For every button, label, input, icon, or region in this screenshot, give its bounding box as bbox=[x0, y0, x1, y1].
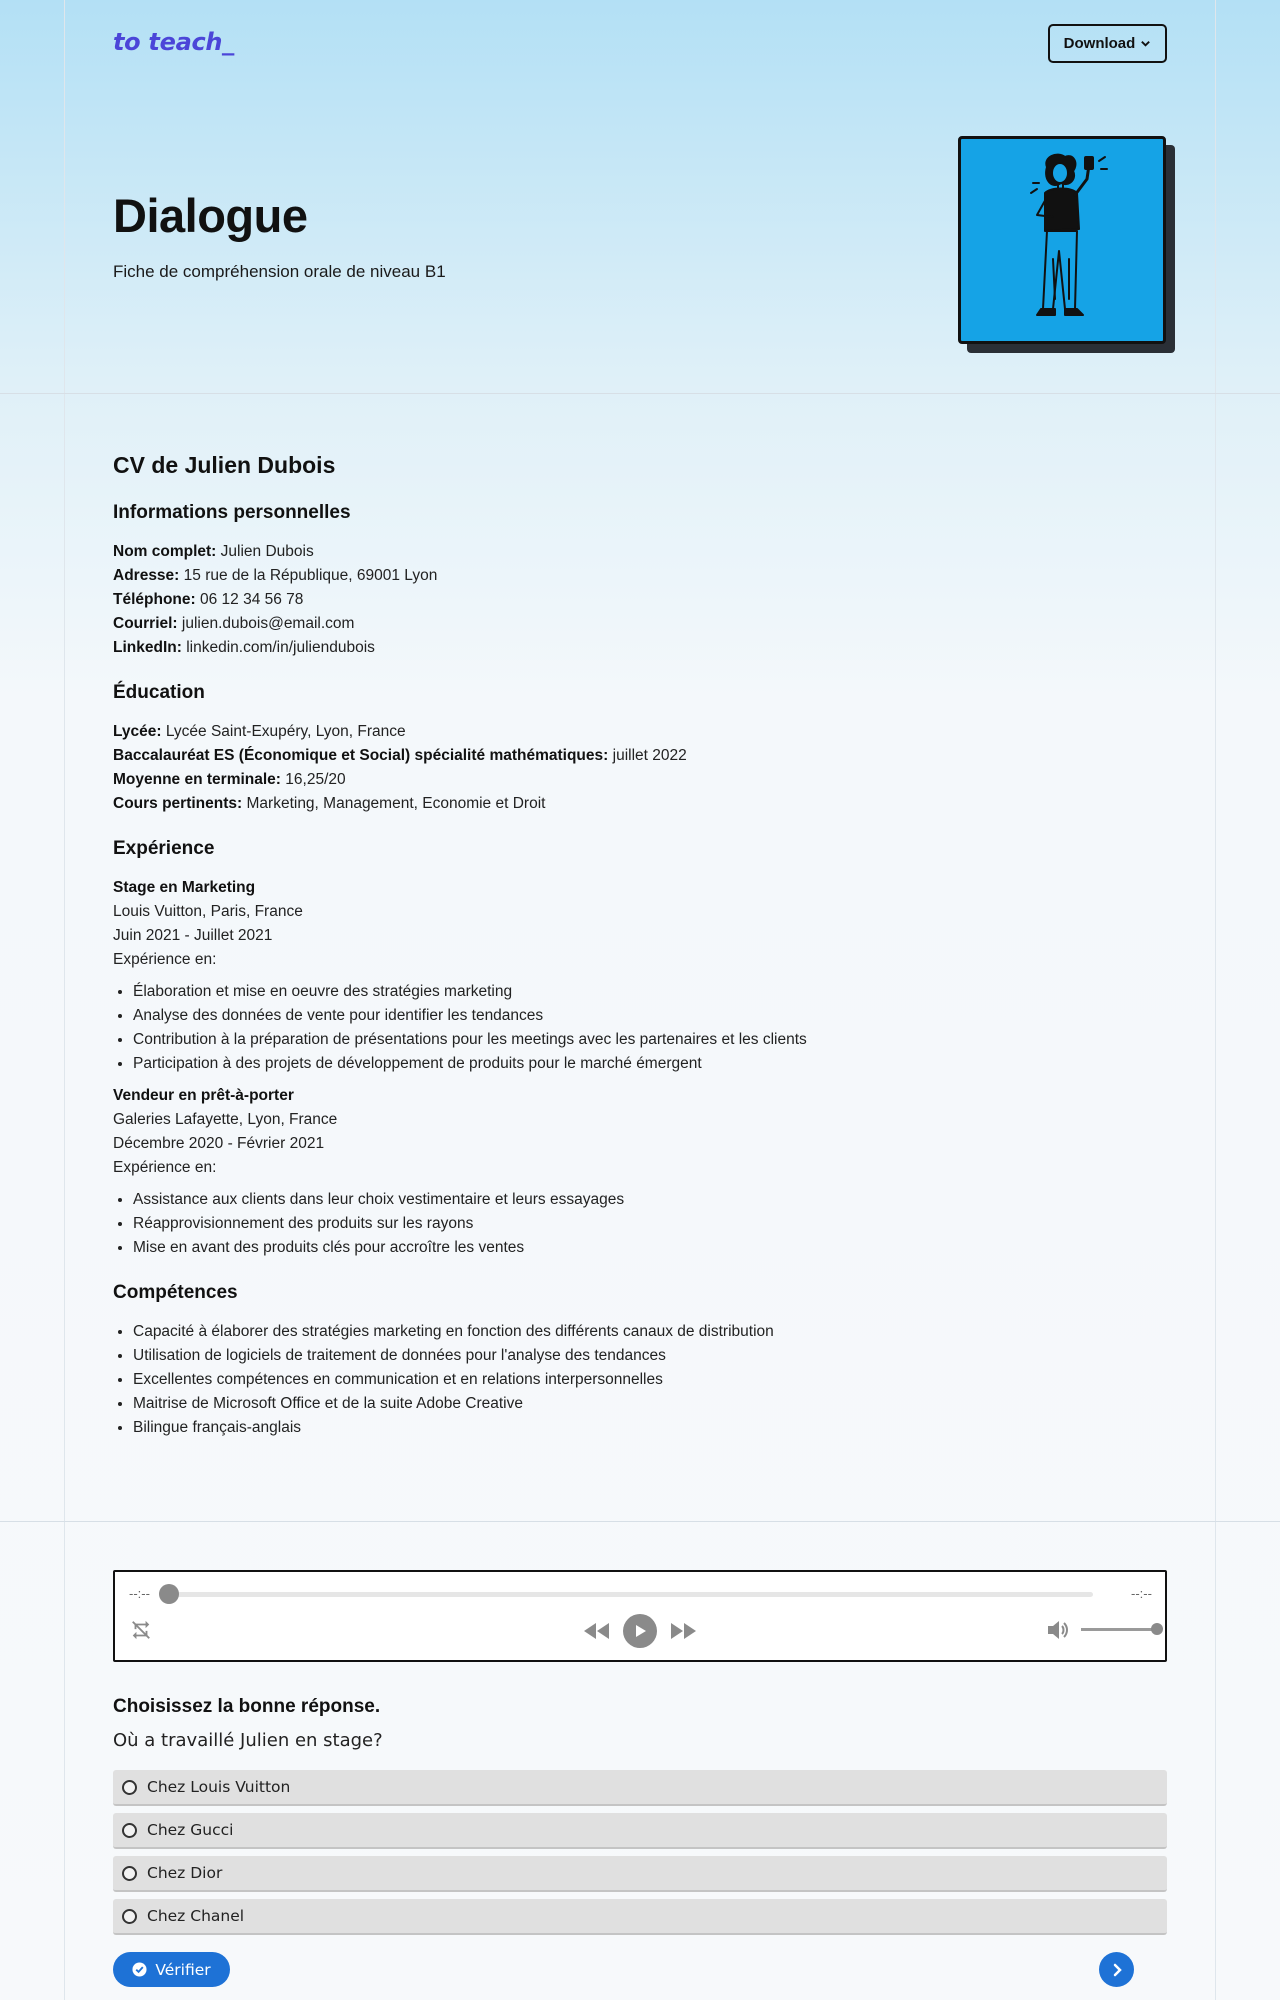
verify-button[interactable] bbox=[113, 1952, 230, 1987]
answer-option[interactable] bbox=[113, 1770, 1167, 1806]
logo[interactable]: to teach_ bbox=[113, 28, 234, 56]
info-value: Marketing, Management, Economie et Droit bbox=[246, 795, 546, 812]
option-label: Chez Dior bbox=[147, 1864, 223, 1882]
skills-list bbox=[113, 1320, 1167, 1440]
list-item: • Capacité à élaborer des stratégies marketing en fonction des différents canaux de distribution bbox=[133, 1320, 1167, 1344]
info-label: Moyenne en terminale: bbox=[113, 771, 281, 788]
play-button[interactable] bbox=[623, 1614, 657, 1648]
section-divider bbox=[0, 1521, 1280, 1522]
download-label: Download bbox=[1063, 35, 1136, 52]
list-item: • Réapprovisionnement des produits sur les rayons bbox=[133, 1212, 1167, 1236]
skills-section bbox=[113, 1280, 1167, 1440]
audio-player bbox=[113, 1570, 1167, 1662]
info-label: Adresse: bbox=[113, 567, 180, 584]
job-entry bbox=[113, 876, 1167, 1076]
volume-thumb[interactable] bbox=[1151, 1623, 1163, 1635]
info-row bbox=[113, 612, 1167, 636]
info-label: Nom complet: bbox=[113, 543, 217, 560]
volume-fill bbox=[1081, 1628, 1157, 1631]
page-subtitle: Fiche de compréhension orale de niveau B1 bbox=[113, 262, 446, 281]
next-button[interactable] bbox=[1099, 1952, 1134, 1987]
quiz-instruction: Choisissez la bonne réponse. bbox=[113, 1696, 381, 1717]
radio-icon[interactable] bbox=[122, 1823, 137, 1838]
job-entry bbox=[113, 1084, 1167, 1260]
radio-icon[interactable] bbox=[122, 1909, 137, 1924]
job-intro: Expérience en: bbox=[113, 1159, 217, 1176]
section-heading: Compétences bbox=[113, 1282, 238, 1303]
hero-illustration bbox=[958, 136, 1166, 344]
job-dates: Décembre 2020 - Février 2021 bbox=[113, 1135, 325, 1152]
info-label: Baccalauréat ES (Économique et Social) spécialité mathématiques: bbox=[113, 747, 609, 764]
answer-options bbox=[113, 1770, 1167, 1942]
info-row bbox=[113, 792, 1167, 816]
answer-option[interactable] bbox=[113, 1813, 1167, 1849]
info-value: 15 rue de la République, 69001 Lyon bbox=[183, 567, 438, 584]
job-title: Stage en Marketing bbox=[113, 879, 256, 896]
download-button[interactable] bbox=[1048, 24, 1167, 63]
section-heading: Éducation bbox=[113, 682, 205, 703]
info-value: 16,25/20 bbox=[285, 771, 346, 788]
job-company: Louis Vuitton, Paris, France bbox=[113, 903, 303, 920]
info-row bbox=[113, 744, 1167, 768]
chevron-down-icon bbox=[1140, 38, 1151, 49]
option-label: Chez Gucci bbox=[147, 1821, 234, 1839]
job-company: Galeries Lafayette, Lyon, France bbox=[113, 1111, 338, 1128]
answer-option[interactable] bbox=[113, 1899, 1167, 1935]
list-item: • Excellentes compétences en communication et en relations interpersonnelles bbox=[133, 1368, 1167, 1392]
info-row bbox=[113, 564, 1167, 588]
volume-icon[interactable] bbox=[1045, 1618, 1071, 1642]
list-item: • Participation à des projets de développement de produits pour le marché émergent bbox=[133, 1052, 1167, 1076]
section-divider bbox=[0, 393, 1280, 394]
page-title: Dialogue bbox=[113, 189, 308, 242]
info-row bbox=[113, 636, 1167, 660]
personal-info-section bbox=[113, 500, 1167, 660]
fast-forward-icon[interactable] bbox=[669, 1618, 699, 1644]
repeat-off-icon[interactable] bbox=[129, 1618, 153, 1642]
job-duties-list bbox=[113, 980, 1167, 1076]
list-item: • Analyse des données de vente pour identifier les tendances bbox=[133, 1004, 1167, 1028]
radio-icon[interactable] bbox=[122, 1780, 137, 1795]
rewind-icon[interactable] bbox=[581, 1618, 611, 1644]
progress-track[interactable] bbox=[167, 1592, 1093, 1597]
info-label: Cours pertinents: bbox=[113, 795, 243, 812]
info-row bbox=[113, 768, 1167, 792]
option-label: Chez Chanel bbox=[147, 1907, 245, 1925]
verify-label: Vérifier bbox=[155, 1960, 211, 1979]
info-value: julien.dubois@email.com bbox=[181, 615, 355, 632]
play-icon bbox=[632, 1623, 648, 1639]
info-row bbox=[113, 720, 1167, 744]
section-heading: Informations personnelles bbox=[113, 502, 351, 523]
list-item: • Élaboration et mise en oeuvre des stratégies marketing bbox=[133, 980, 1167, 1004]
job-intro: Expérience en: bbox=[113, 951, 217, 968]
list-item: • Contribution à la préparation de présentations pour les meetings avec les partenaires et les clients bbox=[133, 1028, 1167, 1052]
quiz-question: Où a travaillé Julien en stage? bbox=[113, 1730, 383, 1751]
list-item: • Assistance aux clients dans leur choix vestimentaire et leurs essayages bbox=[133, 1188, 1167, 1212]
info-value: Julien Dubois bbox=[220, 543, 314, 560]
education-section bbox=[113, 680, 1167, 816]
grid-line-right bbox=[1215, 0, 1216, 2000]
duration-time: --:-- bbox=[1131, 1586, 1152, 1601]
info-label: LinkedIn: bbox=[113, 639, 182, 656]
woman-holding-phone-illustration bbox=[961, 139, 1163, 341]
experience-section bbox=[113, 836, 1167, 1260]
list-item: • Utilisation de logiciels de traitement de données pour l'analyse des tendances bbox=[133, 1344, 1167, 1368]
info-value: juillet 2022 bbox=[612, 747, 687, 764]
info-value: linkedin.com/in/juliendubois bbox=[186, 639, 375, 656]
job-dates: Juin 2021 - Juillet 2021 bbox=[113, 927, 273, 944]
info-value: Lycée Saint-Exupéry, Lyon, France bbox=[165, 723, 406, 740]
grid-line-left bbox=[64, 0, 65, 2000]
section-heading: Expérience bbox=[113, 838, 215, 859]
list-item: • Bilingue français-anglais bbox=[133, 1416, 1167, 1440]
info-label: Lycée: bbox=[113, 723, 162, 740]
info-value: 06 12 34 56 78 bbox=[199, 591, 304, 608]
radio-icon[interactable] bbox=[122, 1866, 137, 1881]
job-duties-list bbox=[113, 1188, 1167, 1260]
job-title: Vendeur en prêt-à-porter bbox=[113, 1087, 294, 1104]
progress-thumb[interactable] bbox=[159, 1584, 179, 1604]
info-row bbox=[113, 588, 1167, 612]
list-item: • Mise en avant des produits clés pour accroître les ventes bbox=[133, 1236, 1167, 1260]
current-time: --:-- bbox=[129, 1586, 150, 1601]
chevron-right-icon bbox=[1110, 1963, 1124, 1977]
cv-document bbox=[113, 450, 1167, 1460]
answer-option[interactable] bbox=[113, 1856, 1167, 1892]
info-label: Courriel: bbox=[113, 615, 178, 632]
info-label: Téléphone: bbox=[113, 591, 196, 608]
cv-title: CV de Julien Dubois bbox=[113, 452, 336, 478]
list-item: • Maitrise de Microsoft Office et de la suite Adobe Creative bbox=[133, 1392, 1167, 1416]
option-label: Chez Louis Vuitton bbox=[147, 1778, 291, 1796]
info-row bbox=[113, 540, 1167, 564]
check-circle-icon bbox=[132, 1962, 147, 1977]
